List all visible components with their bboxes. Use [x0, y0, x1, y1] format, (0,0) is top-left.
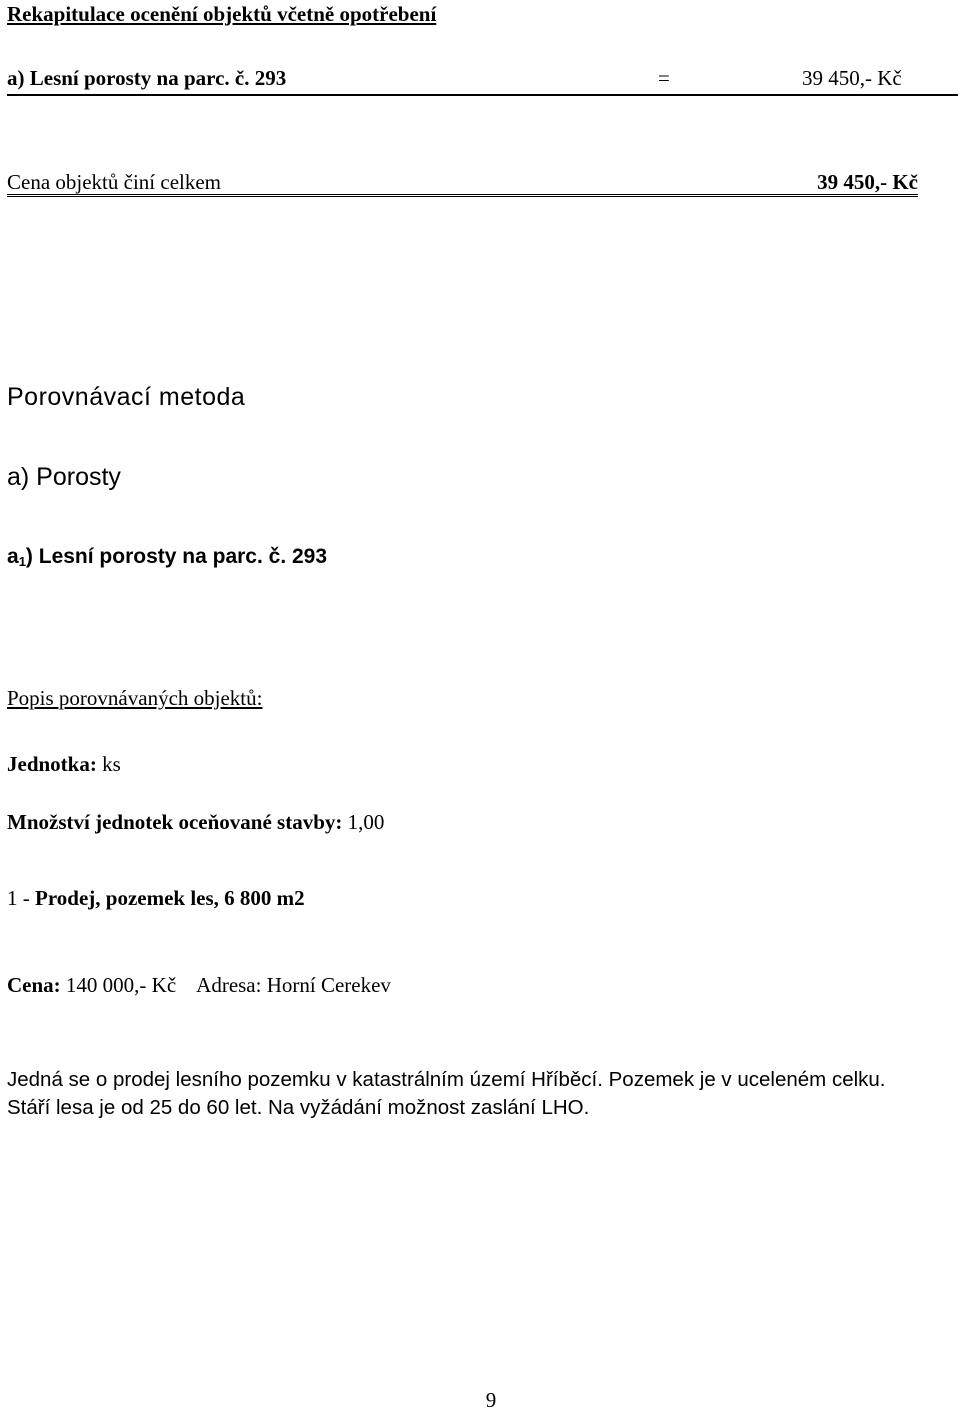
- sale-line: [7, 886, 305, 911]
- quantity-value: 1,00: [347, 810, 385, 834]
- total-row: [7, 170, 918, 197]
- method-title: Porovnávací metoda: [7, 383, 246, 411]
- recap-title: Rekapitulace ocenění objektů včetně opotřebení: [7, 2, 437, 26]
- price-value: 140 000,- Kč: [65, 973, 177, 997]
- address: Adresa: Horní Cerekev: [196, 973, 391, 997]
- page-number: 9: [485, 1388, 497, 1412]
- recap-row-value: 39 450,- Kč: [802, 66, 902, 90]
- parcel-prefix: a: [7, 545, 19, 568]
- total-value: 39 450,- Kč: [817, 170, 918, 194]
- unit-value: ks: [102, 752, 121, 776]
- sale-prefix: 1 -: [7, 886, 35, 910]
- parcel-rest: ) Lesní porosty na parc. č. 293: [25, 545, 328, 568]
- unit-line: [7, 752, 121, 777]
- parcel-title: [7, 545, 327, 569]
- parcel-subscript: 1: [18, 554, 26, 569]
- recap-row-label: a) Lesní porosty na parc. č. 293: [7, 66, 287, 90]
- section-subtitle: a) Porosty: [7, 463, 121, 491]
- quantity-label: Množství jednotek oceňované stavby:: [7, 810, 343, 834]
- quantity-line: [7, 810, 384, 835]
- recap-row-equals: =: [658, 66, 670, 90]
- recap-row: [7, 66, 958, 96]
- description-title: Popis porovnávaných objektů:: [7, 686, 263, 710]
- note-line-1: Jedná se o prodej lesního pozemku v katastrálním území Hříběcí. Pozemek je v uceleném celku.: [7, 1068, 886, 1091]
- total-label: Cena objektů činí celkem: [7, 170, 222, 194]
- unit-label: Jednotka:: [7, 752, 97, 776]
- price-label: Cena:: [7, 973, 61, 997]
- note-line-2: Stáří lesa je od 25 do 60 let. Na vyžádání možnost zaslání LHO.: [7, 1096, 590, 1119]
- price-line: [7, 973, 391, 998]
- sale-title: Prodej, pozemek les, 6 800 m2: [35, 886, 305, 910]
